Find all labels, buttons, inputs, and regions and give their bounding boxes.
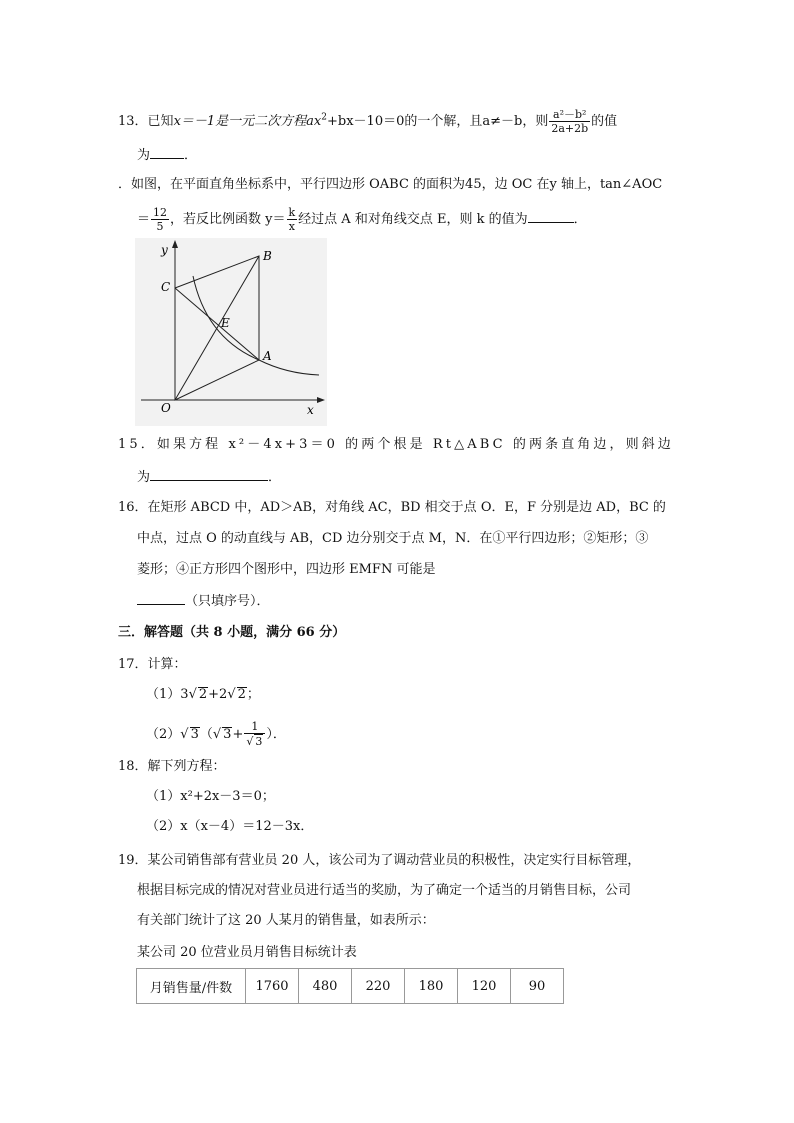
table-cell: 480 <box>299 969 352 1004</box>
q17-title: 17．计算： <box>118 657 187 672</box>
label-b: B <box>263 249 272 263</box>
sales-table <box>136 968 564 1004</box>
q17-item1: （1）3√ 2+2√ 2； <box>146 687 260 702</box>
q19-line3: 有关部门统计了这 20 人某月的销售量，如表所示： <box>137 913 435 928</box>
q14-figure <box>135 238 327 426</box>
q19-line1: 19．某公司销售部有营业员 20 人，该公司为了调动营业员的积极性，决定实行目标管理， <box>118 853 641 868</box>
label-a: A <box>263 349 272 363</box>
label-y: y <box>161 243 168 257</box>
label-e: E <box>221 316 230 330</box>
q14-tan-fraction: $\frac{12}{5}$ <box>153 206 168 233</box>
q17-item2: （2）√ 3（√ 3+ $\frac{1}{√ 3}$ ）． <box>146 720 286 748</box>
q13-answer-blank[interactable] <box>150 146 184 159</box>
sqrt-icon: √ <box>227 687 236 702</box>
label-o: O <box>161 401 171 415</box>
table-cell: 180 <box>405 969 458 1004</box>
q14-function-fraction: $\frac{k}{x}$ <box>288 206 296 233</box>
q13-number: 13 <box>118 114 135 129</box>
q15-answer-blank[interactable] <box>150 468 268 481</box>
q18-item2: （2）x（x－4）＝12－3x． <box>146 819 314 834</box>
q17-fraction: $\frac{1}{√ 3}$ <box>244 720 265 749</box>
label-c: C <box>161 280 171 294</box>
q19-table-caption: 某公司 20 位营业员月销售目标统计表 <box>137 945 357 960</box>
q13-line2: 为 ． <box>137 148 198 163</box>
sqrt-icon: √ <box>188 687 197 702</box>
q14-line2: ＝ $\frac{12}{5}$ ，若反比例函数 y＝ $\frac{k}{x}$ 经过点 A 和对角线交点 E，则 k 的值为 ． <box>137 206 587 233</box>
q16-answer-blank[interactable] <box>137 592 185 605</box>
sqrt-icon: √ <box>180 727 189 742</box>
table-header-cell: 月销售量/件数 <box>137 969 246 1004</box>
q18-title: 18．解下列方程： <box>118 759 226 774</box>
section-title: 三．解答题（共 8 小题，满分 66 分） <box>118 625 346 640</box>
q15-line1: 15．如果方程 x²－4x+3＝0 的两个根是 Rt△ABC 的两条直角边，则斜边 <box>118 437 674 452</box>
q16-line1: 16．在矩形 ABCD 中，AD＞AB，对角线 AC，BD 相交于点 O．E，F 分别是边 AD，BC 的 <box>118 500 666 515</box>
q16-line4: （只填序号）． <box>137 592 270 611</box>
sqrt-icon: √ <box>246 735 254 748</box>
q18-item1: （1）x²+2x－3＝0； <box>146 789 275 804</box>
label-x: x <box>307 403 314 417</box>
table-cell: 1760 <box>246 969 299 1004</box>
q15-line2: 为 ． <box>137 470 282 485</box>
table-cell: 120 <box>458 969 511 1004</box>
table-cell: 90 <box>511 969 564 1004</box>
table-cell: 220 <box>352 969 405 1004</box>
q19-line2: 根据目标完成的情况对营业员进行适当的奖励，为了确定一个适当的月销售目标，公司 <box>137 883 632 898</box>
q14-line1: ．如图，在平面直角坐标系中，平行四边形 OABC 的面积为45，边 OC 在y 轴上，tan∠AOC <box>118 177 663 192</box>
table-row <box>137 969 564 1004</box>
q16-line3: 菱形；④正方形四个图形中，四边形 EMFN 可能是 <box>137 562 436 577</box>
q13-fraction: $\frac{\text{a²－b²}}{2a+2b}$ <box>551 108 589 135</box>
sqrt-icon: √ <box>212 727 222 742</box>
q14-answer-blank[interactable] <box>528 210 574 223</box>
q13-line1: 13．已知x＝－1是一元二次方程$ax^2+bx-10=0$的一个解，且a≠－b，则 $\frac{\text{a²－b²}}{2a+2b}$ 的值 <box>118 108 618 135</box>
q16-line2: 中点，过点 O 的动直线与 AB，CD 边分别交于点 M，N．在①平行四边形；②矩形；③ <box>137 531 649 546</box>
